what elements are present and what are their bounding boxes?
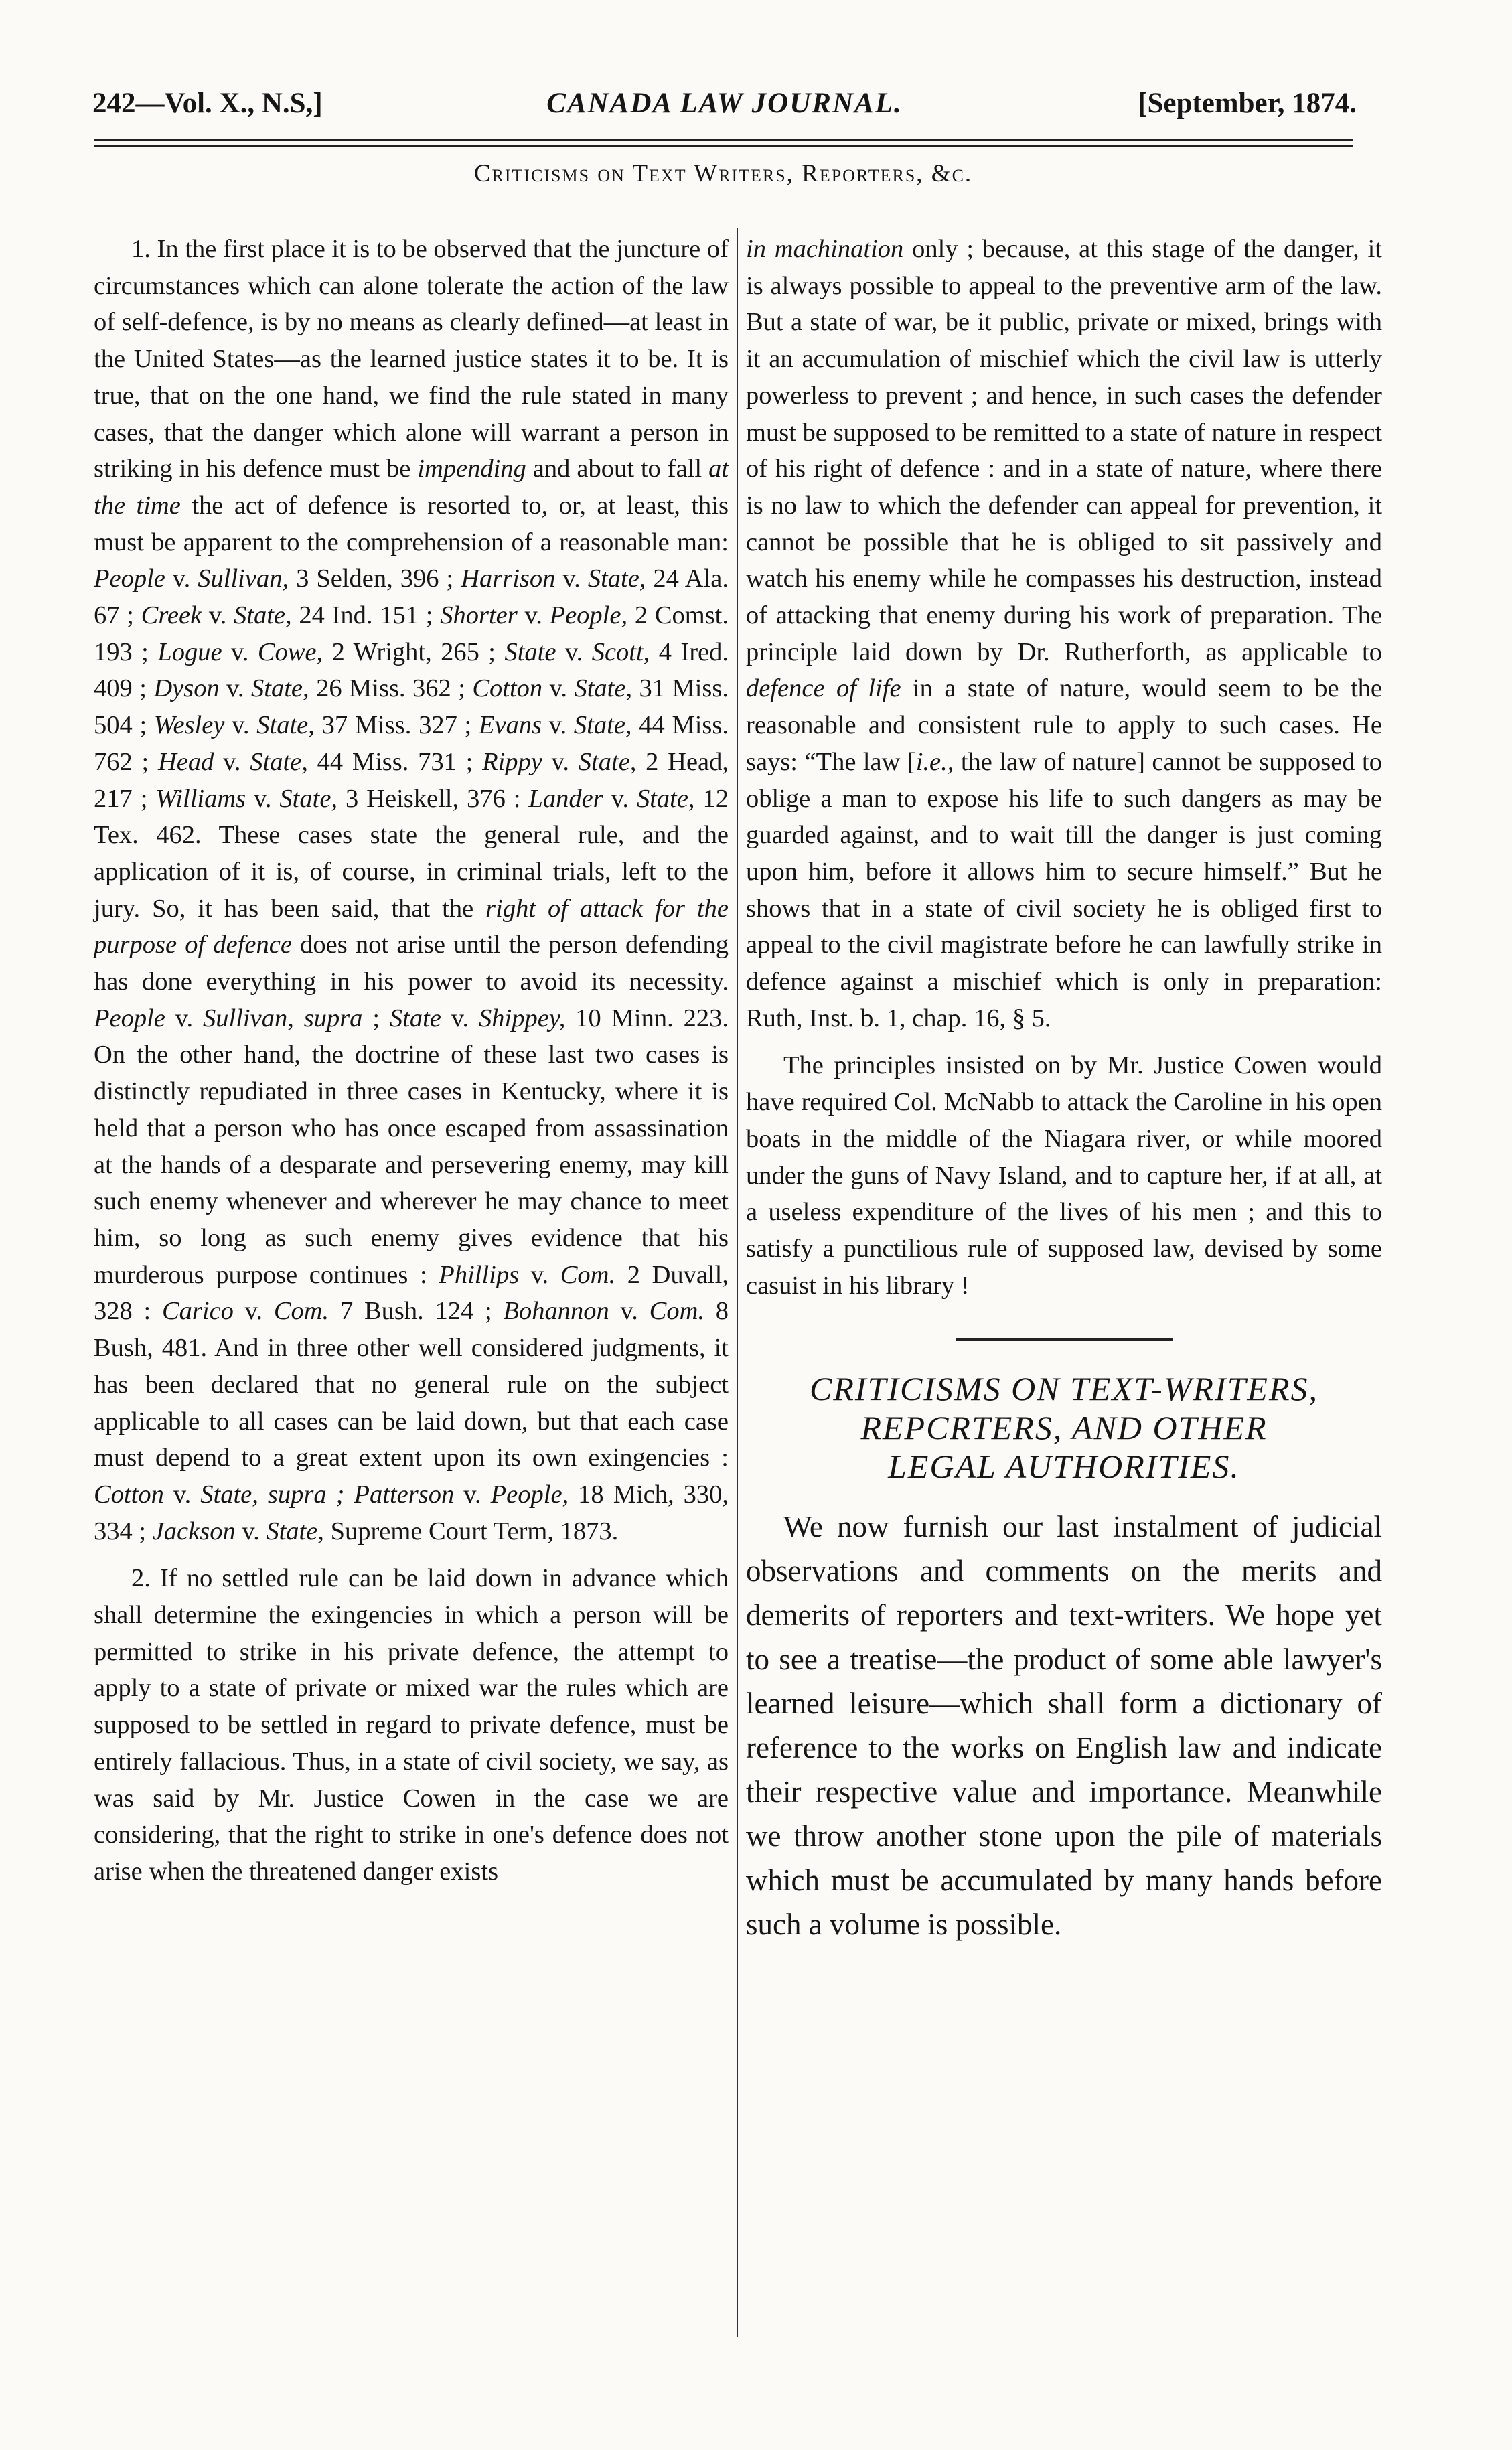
section-heading-line-3: LEGAL AUTHORITIES. <box>888 1448 1240 1486</box>
page-header <box>92 82 1357 129</box>
section-heading-line-1: CRITICISMS ON TEXT-WRITERS, <box>810 1370 1318 1408</box>
header-rule-bottom <box>94 145 1353 147</box>
paragraph-introduction: We now furnish our last instalment of judicial observations and comments on the merits and demerits of reporters and text-writers. We hope yet to see a treatise—the product of some able lawyer's learned leisure—which shall form a dictionary of reference to the works on English law and indicate their respective value and importance. Meanwhile we throw another stone upon the pile of materials which must be accumulated by many hands before such a volume is possible. <box>746 1510 1382 1942</box>
paragraph-continued: in machination only ; because, at this stage of the danger, it is always possible to appeal to the preventive arm of the law. But a state of war, be it public, private or mixed, brings with it an accumulation of mischief which the civil law is utterly powerless to prevent ; and hence, in such cases the defender must be supposed to be remitted to a state of nature in respect of his right of defence : and in a state of nature, where there is no law to which the defender can appeal for prevention, it cannot be possible that he is obliged to sit passively and watch his enemy while he compasses his destruction, instead of attacking that enemy during his work of preparation. The principle laid down by Dr. Rutherforth, as applicable to defence of life in a state of nature, would seem to be the reasonable and consistent rule to apply to such cases. He says: “The law [i.e., the law of nature] cannot be supposed to oblige a man to expose his life to such dangers as may be guarded against, and to wait till the danger is just coming upon him, before it allows him to secure himself.” But he shows that in a state of civil society he is obliged first to appeal to the civil magistrate before he can lawfully strike in defence against a mischief which is only in preparation: Ruth, Inst. b. 1, chap. 16, § 5. <box>746 235 1382 1032</box>
section-heading <box>746 1369 1382 1486</box>
header-rule-top <box>94 139 1353 141</box>
section-heading-line-2: REPCRTERS, AND OTHER <box>860 1409 1268 1447</box>
paragraph-2: 2. If no settled rule can be laid down in advance which shall determine the exingencies in which a person will be permitted to strike in his private defence, the attempt to apply to a state of private or mixed war the rules which are supposed to be settled in regard to private defence, must be entirely fallacious. Thus, in a state of civil society, we say, as was said by Mr. Justice Cowen in the case we are considering, that the right to strike in one's defence does not arise when the threatened danger exists <box>94 1564 729 1886</box>
running-title: Criticisms on Text Writers, Reporters, &c. <box>473 160 973 187</box>
issue-date: [September, 1874. <box>1138 88 1357 119</box>
journal-title: CANADA LAW JOURNAL. <box>546 88 903 119</box>
column-divider <box>737 228 738 2337</box>
section-separator <box>956 1338 1173 1341</box>
page-number-volume: 242—Vol. X., N.S,] <box>92 88 323 119</box>
paragraph-caroline: The principles insisted on by Mr. Justice Cowen would have required Col. McNabb to attack the Caroline in his open boats in the middle of the Niagara river, or while moored under the guns of Navy Island, and to capture her, if at all, at a useless expenditure of the lives of his men ; and this to satisfy a punctilious rule of supposed law, devised by some casuist in his library ! <box>746 1051 1382 1300</box>
paragraph-1: 1. In the first place it is to be observed that the juncture of circumstances which can alone tolerate the action of the law of self-defence, is by no means as clearly defined—at least in the United States—as the learned justice states it to be. It is true, that on the one hand, we find the rule stated in many cases, that the danger which alone will warrant a person in striking in his defence must be impending and about to fall at the time the act of defence is resorted to, or, at least, this must be apparent to the comprehension of a reasonable man: People v. Sullivan, 3 Selden, 396 ; Harrison v. State, 24 Ala. 67 ; Creek v. State, 24 Ind. 151 ; Shorter v. People, 2 Comst. 193 ; Logue v. Cowe, 2 Wright, 265 ; State v. Scott, 4 Ired. 409 ; Dyson v. State, 26 Miss. 362 ; Cotton v. State, 31 Miss. 504 ; Wesley v. State, 37 Miss. 327 ; Evans v. State, 44 Miss. 762 ; Head v. State, 44 Miss. 731 ; Rippy v. State, 2 Head, 217 ; Williams v. State, 3 Heiskell, 376 : Lander v. State, 12 Tex. 462. These cases state the general rule, and the application of it is, of course, in criminal trials, left to the jury. So, it has been said, that the right of attack for the purpose of defence does not arise until the person defending has done everything in his power to avoid its necessity. People v. Sullivan, supra ; State v. Shippey, 10 Minn. 223. On the other hand, the doctrine of these last two cases is distinctly repudiated in three cases in Kentucky, where it is held that a person who has once escaped from assassination at the hands of a desparate and persevering enemy, may kill such enemy whenever and wherever he may chance to meet him, so long as such enemy gives evidence that his murderous purpose continues : Phillips v. Com. 2 Duvall, 328 : Carico v. Com. 7 Bush. 124 ; Bohannon v. Com. 8 Bush, 481. And in three other well considered judgments, it has been declared that no general rule on the subject applicable to all cases can be laid down, but that each case must depend to a great extent upon its own exingencies : Cotton v. State, supra ; Patterson v. People, 18 Mich, 330, 334 ; Jackson v. State, Supreme Court Term, 1873. <box>94 235 729 1545</box>
left-column <box>94 231 729 1890</box>
right-column <box>746 231 1382 1946</box>
